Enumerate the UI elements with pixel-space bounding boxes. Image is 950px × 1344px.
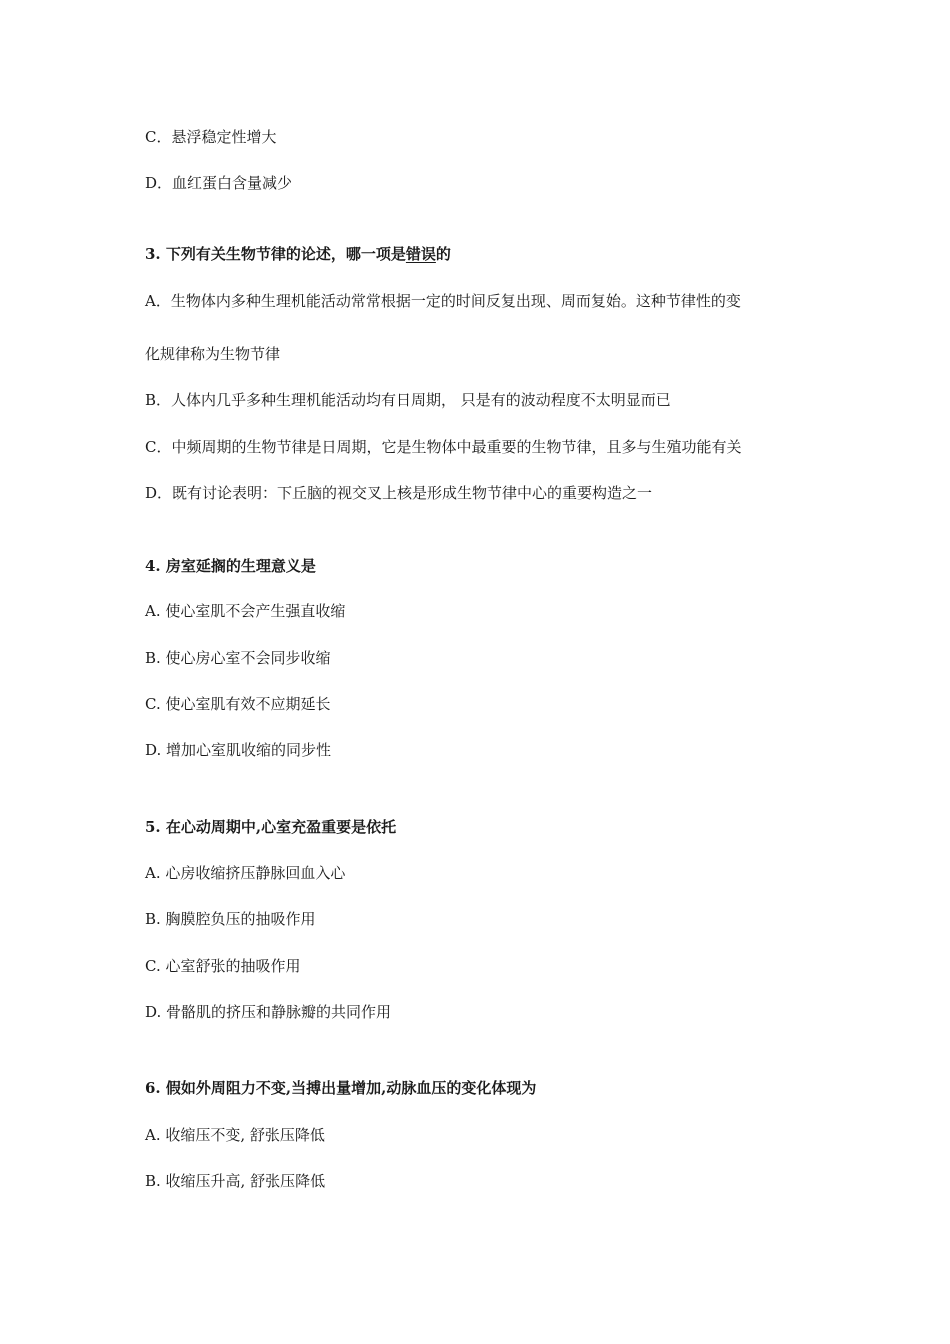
- question-4-option-d: D. 增加心室肌收缩的同步性: [145, 741, 332, 759]
- question-5-option-b: B. 胸膜腔负压的抽吸作用: [145, 910, 316, 928]
- option-d-prev: D．血红蛋白含量减少: [145, 174, 293, 192]
- question-5-option-c: C. 心室舒张的抽吸作用: [145, 957, 301, 975]
- question-3-title: [145, 244, 850, 264]
- question-3-option-d: D．既有讨论表明：下丘脑的视交叉上核是形成生物节律中心的重要构造之一: [145, 484, 653, 502]
- question-3-title-emphasis: 错误: [405, 245, 436, 263]
- question-3-title-pre: 3. 下列有关生物节律的论述，哪一项是: [145, 245, 406, 263]
- question-3-title-post: 的: [435, 245, 451, 263]
- question-3-option-c: C．中频周期的生物节律是日周期，它是生物体中最重要的生物节律，且多与生殖功能有关: [145, 438, 742, 456]
- question-5-option-a: A. 心房收缩挤压静脉回血入心: [145, 864, 346, 882]
- question-6-title: 6. 假如外周阻力不变,当搏出量增加,动脉血压的变化体现为: [145, 1079, 537, 1097]
- question-6-option-b: B. 收缩压升高, 舒张压降低: [145, 1172, 326, 1190]
- option-c-prev: C．悬浮稳定性增大: [145, 128, 277, 146]
- question-4-option-c: C. 使心室肌有效不应期延长: [145, 695, 331, 713]
- question-5-option-d: D. 骨骼肌的挤压和静脉瓣的共同作用: [145, 1003, 392, 1021]
- question-3-option-a: A．生物体内多种生理机能活动常常根据一定的时间反复出现、周而复始。这种节律性的变: [145, 292, 741, 310]
- question-6-option-a: A. 收缩压不变, 舒张压降低: [145, 1126, 325, 1144]
- question-3-option-a-cont: 化规律称为生物节律: [145, 345, 281, 363]
- question-5-title: 5. 在心动周期中,心室充盈重要是依托: [145, 818, 397, 836]
- question-4-option-a: A. 使心室肌不会产生强直收缩: [145, 602, 346, 620]
- question-4-option-b: B. 使心房心室不会同步收缩: [145, 649, 331, 667]
- question-4-title: 4. 房室延搁的生理意义是: [145, 557, 316, 575]
- question-3-option-b: B．人体内几乎多种生理机能活动均有日周期， 只是有的波动程度不太明显而已: [145, 391, 671, 409]
